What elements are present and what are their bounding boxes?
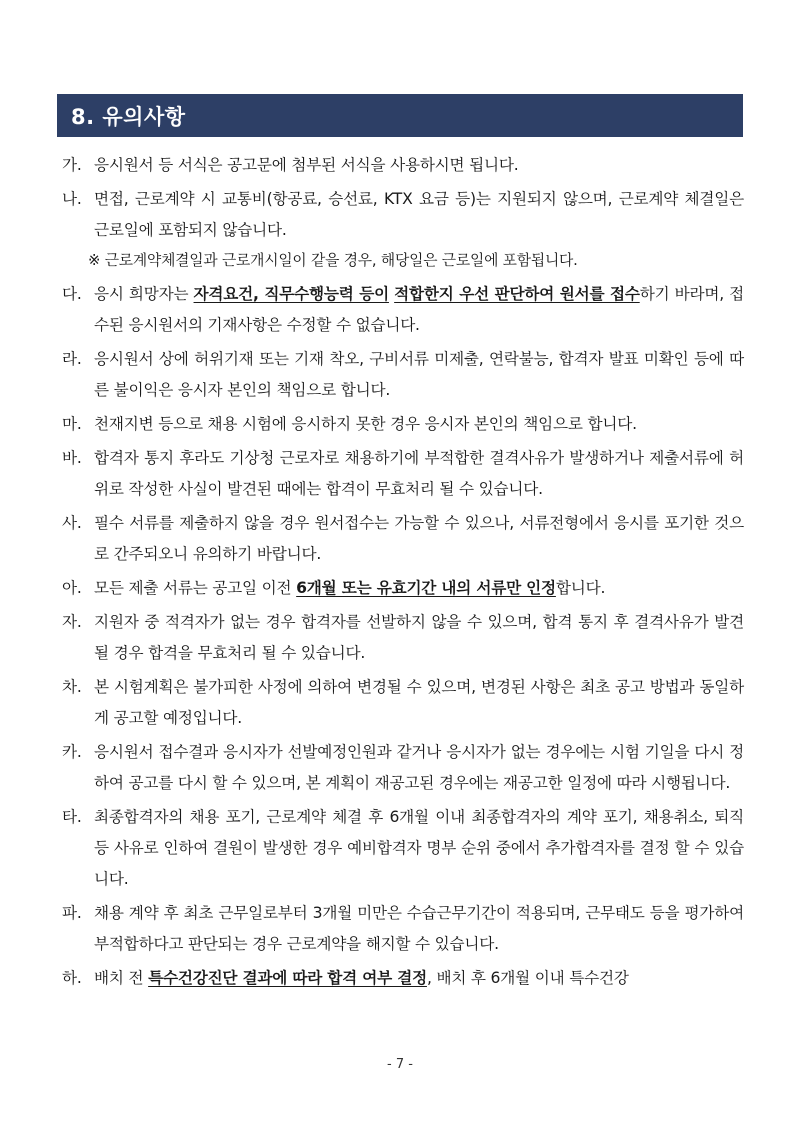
item-text: 면접, 근로계약 시 교통비(항공료, 승선료, KTX 요금 등)는 지원되지 않으며, 근로계약 체결일은 근로일에 포함되지 않습니다.	[94, 190, 744, 239]
section-title: 8. 유의사항	[71, 104, 186, 129]
text-segment: 배치 전	[94, 969, 149, 987]
item-marker: 마.	[62, 415, 82, 433]
item-text: 응시원서 상에 허위기재 또는 기재 착오, 구비서류 미제출, 연락불능, 합격자 발표 미확인 등에 따른 불이익은 응시자 본인의 책임으로 합니다.	[94, 350, 744, 399]
section-header	[57, 94, 743, 137]
item-marker: 바.	[62, 449, 82, 467]
item-marker: 자.	[62, 613, 82, 631]
item-text	[94, 279, 744, 341]
item-marker: 타.	[62, 808, 82, 826]
text-segment: 모든 제출 서류는 공고일 이전	[94, 579, 297, 597]
note-text: ※ 근로계약체결일과 근로개시일이 같을 경우, 해당일은 근로일에 포함됩니다.	[88, 252, 578, 269]
list-item	[62, 184, 744, 246]
list-item	[62, 443, 744, 505]
list-item	[62, 150, 744, 181]
item-text	[94, 573, 744, 604]
list-item	[62, 573, 744, 604]
item-text: 천재지변 등으로 채용 시험에 응시하지 못한 경우 응시자 본인의 책임으로 합니다.	[94, 415, 637, 433]
item-marker: 하.	[62, 969, 82, 987]
item-marker: 카.	[62, 743, 82, 761]
list-item	[62, 963, 744, 994]
item-marker: 나.	[62, 190, 82, 208]
notice-list	[62, 150, 744, 997]
list-item	[62, 737, 744, 799]
item-text: 응시원서 등 서식은 공고문에 첨부된 서식을 사용하시면 됩니다.	[94, 156, 519, 174]
list-item	[62, 898, 744, 960]
list-item	[62, 344, 744, 406]
item-text	[94, 963, 744, 994]
emphasis-text: 6개월 또는 유효기간 내의 서류만 인정	[296, 579, 556, 597]
item-text: 응시원서 접수결과 응시자가 선발예정인원과 같거나 응시자가 없는 경우에는 시험 기일을 다시 정하여 공고를 다시 할 수 있으며, 본 계획이 재공고된 경우에는 재공고한 일정에 따라 시행됩니다.	[94, 743, 744, 792]
page-number: - 7 -	[387, 1057, 413, 1072]
item-text: 최종합격자의 채용 포기, 근로계약 체결 후 6개월 이내 최종합격자의 계약 포기, 채용취소, 퇴직 등 사유로 인하여 결원이 발생한 경우 예비합격자 명부 순위 중에서 추가합격자를 결정 할 수 있습니다.	[94, 808, 744, 888]
item-marker: 다.	[62, 285, 82, 303]
emphasis-text: 적합한지 우선 판단하여 원서를 접수	[394, 285, 640, 303]
text-segment: 응시 희망자는	[94, 285, 194, 303]
emphasis-text: 자격요건, 직무수행능력 등이	[193, 285, 389, 303]
item-text: 필수 서류를 제출하지 않을 경우 원서접수는 가능할 수 있으나, 서류전형에서 응시를 포기한 것으로 간주되오니 유의하기 바랍니다.	[94, 514, 744, 563]
item-text: 합격자 통지 후라도 기상청 근로자로 채용하기에 부적합한 결격사유가 발생하거나 제출서류에 허위로 작성한 사실이 발견된 때에는 합격이 무효처리 될 수 있습니다.	[94, 449, 744, 498]
item-marker: 아.	[62, 579, 82, 597]
item-marker: 파.	[62, 904, 82, 922]
list-item	[62, 279, 744, 341]
item-text: 지원자 중 적격자가 없는 경우 합격자를 선발하지 않을 수 있으며, 합격 통지 후 결격사유가 발견될 경우 합격을 무효처리 될 수 있습니다.	[94, 613, 744, 662]
item-text: 채용 계약 후 최초 근무일로부터 3개월 미만은 수습근무기간이 적용되며, 근무태도 등을 평가하여 부적합하다고 판단되는 경우 근로계약을 해지할 수 있습니다.	[94, 904, 744, 953]
list-item	[62, 672, 744, 734]
list-item	[62, 802, 744, 895]
emphasis-text: 특수건강진단 결과에 따라 합격 여부 결정	[148, 969, 427, 987]
item-marker: 가.	[62, 156, 82, 174]
list-item	[62, 508, 744, 570]
item-marker: 라.	[62, 350, 82, 368]
item-marker: 사.	[62, 514, 82, 532]
item-marker: 차.	[62, 678, 82, 696]
text-segment: 하기 바라며, 접수된 응시원서의 기재사항은 수정할 수 없습니다.	[94, 285, 745, 334]
text-segment: 합니다.	[555, 579, 606, 597]
text-segment: , 배치 후 6개월 이내 특수건강	[426, 969, 629, 987]
item-text: 본 시험계획은 불가피한 사정에 의하여 변경될 수 있으며, 변경된 사항은 최초 공고 방법과 동일하게 공고할 예정입니다.	[94, 678, 744, 727]
list-item	[62, 409, 744, 440]
list-item	[62, 607, 744, 669]
